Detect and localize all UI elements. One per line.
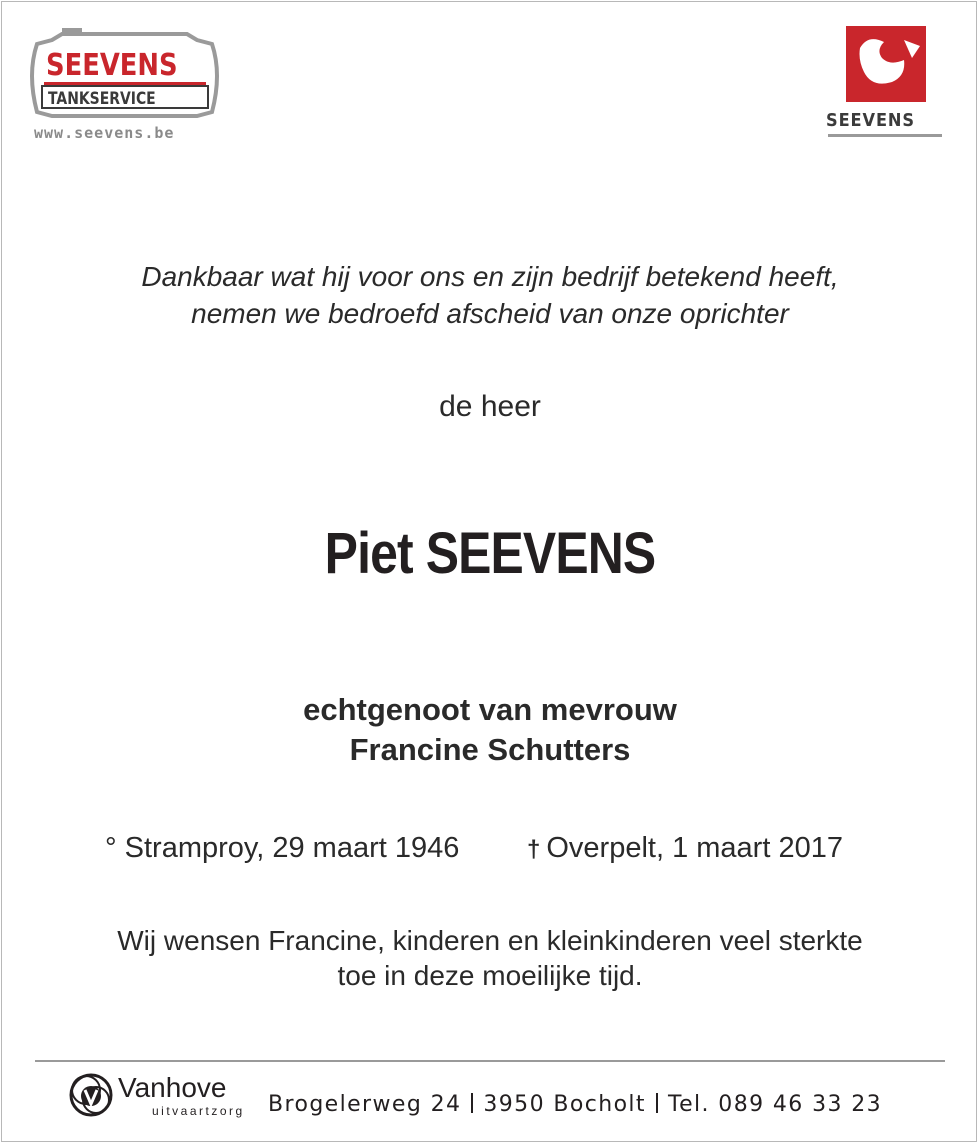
separator bbox=[656, 1093, 658, 1113]
spouse-line-1: echtgenoot van mevrouw bbox=[303, 692, 677, 727]
seevens-tankservice-logo bbox=[22, 26, 227, 146]
footer-city: 3950 Bocholt bbox=[483, 1092, 646, 1117]
seevens-logo bbox=[826, 26, 946, 146]
deceased-name: Piet SEEVENS bbox=[324, 521, 656, 586]
separator bbox=[471, 1093, 473, 1113]
cross-icon: † bbox=[527, 836, 541, 863]
title-prefix: de heer bbox=[439, 390, 541, 423]
condolence-line-1: Wij wensen Francine, kinderen en kleinkinderen veel sterkte bbox=[117, 925, 863, 956]
footer-address bbox=[268, 1092, 882, 1117]
logo-left-line1: SEEVENS bbox=[46, 48, 178, 83]
intro-line-2: nemen we bedroefd afscheid van onze oprichter bbox=[191, 298, 789, 329]
vanhove-emblem-icon bbox=[66, 1068, 116, 1122]
footer-divider bbox=[35, 1060, 945, 1062]
intro-line-1: Dankbaar wat hij voor ons en zijn bedrijf betekend heeft, bbox=[141, 261, 839, 292]
funeral-home-sub: uitvaartzorg bbox=[152, 1104, 245, 1118]
vanhove-logo bbox=[66, 1068, 256, 1124]
death-info bbox=[527, 832, 843, 865]
logo-left-website: www.seevens.be bbox=[34, 124, 175, 142]
funeral-home-name: Vanhove bbox=[118, 1072, 227, 1103]
condolence-text bbox=[0, 923, 980, 993]
logo-right-brand: SEEVENS bbox=[826, 110, 915, 131]
footer-street: Brogelerweg 24 bbox=[268, 1092, 462, 1117]
logo-right-underline bbox=[828, 134, 942, 137]
logo-left-line2: TANKSERVICE bbox=[48, 89, 156, 109]
death-text: Overpelt, 1 maart 2017 bbox=[546, 832, 843, 864]
condolence-line-2: toe in deze moeilijke tijd. bbox=[337, 960, 643, 991]
birth-info: ° Stramproy, 29 maart 1946 bbox=[105, 832, 460, 864]
spouse-text bbox=[0, 690, 980, 770]
footer-phone: Tel. 089 46 33 23 bbox=[667, 1092, 883, 1117]
intro-text bbox=[0, 258, 980, 332]
seevens-emblem-icon bbox=[846, 26, 946, 106]
spouse-line-2: Francine Schutters bbox=[349, 732, 631, 767]
